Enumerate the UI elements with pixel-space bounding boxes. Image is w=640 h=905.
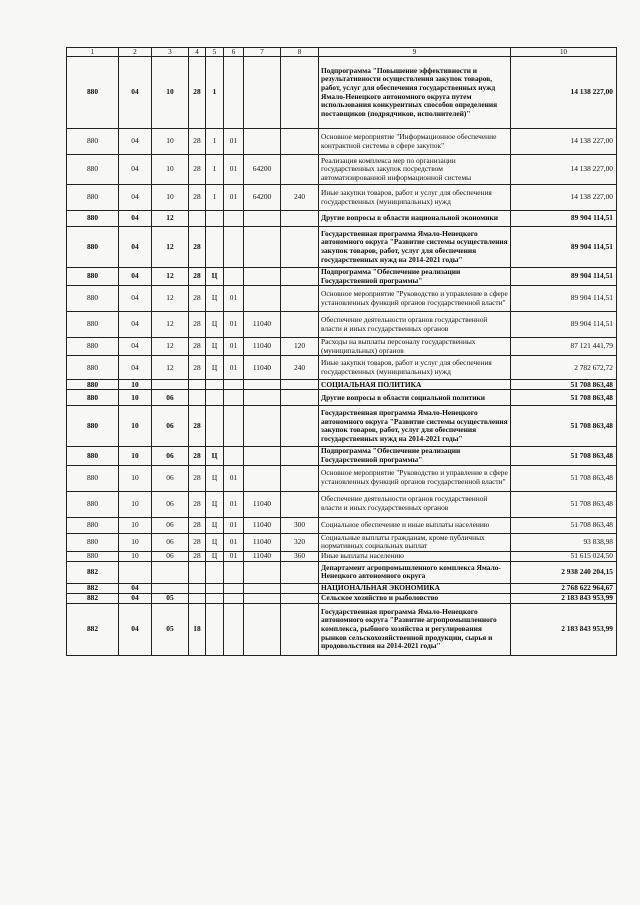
cell-admin-code: 880 — [67, 406, 119, 447]
cell-item-name: НАЦИОНАЛЬНАЯ ЭКОНОМИКА — [319, 583, 511, 593]
cell-expense-type — [281, 406, 319, 447]
cell-direction — [244, 465, 281, 491]
cell-direction: 11040 — [244, 551, 281, 561]
cell-item-name: Подпрограмма "Обеспечение реализации Государственной программы" — [319, 447, 511, 465]
cell-section: 10 — [119, 380, 152, 390]
cell-amount: 87 121 441,79 — [511, 338, 617, 356]
column-number: 8 — [281, 48, 319, 57]
cell-activity: 01 — [224, 533, 244, 551]
cell-program: 28 — [189, 286, 206, 312]
cell-expense-type — [281, 447, 319, 465]
cell-activity — [224, 211, 244, 227]
cell-admin-code: 880 — [67, 227, 119, 268]
column-number: 10 — [511, 48, 617, 57]
cell-section: 04 — [119, 603, 152, 655]
budget-table — [66, 47, 617, 656]
cell-program: 28 — [189, 447, 206, 465]
cell-item-name: Обеспечение деятельности органов государственной власти и иных государственных органов — [319, 491, 511, 517]
cell-expense-type: 240 — [281, 356, 319, 380]
cell-program: 18 — [189, 603, 206, 655]
cell-subprogram: 1 — [206, 155, 224, 185]
cell-program: 28 — [189, 129, 206, 155]
cell-subprogram: 1 — [206, 129, 224, 155]
cell-admin-code: 880 — [67, 211, 119, 227]
table-row — [67, 517, 617, 533]
cell-expense-type — [281, 286, 319, 312]
cell-subprogram: Ц — [206, 356, 224, 380]
cell-program: 28 — [189, 338, 206, 356]
column-number: 2 — [119, 48, 152, 57]
cell-section: 04 — [119, 583, 152, 593]
cell-direction — [244, 390, 281, 406]
cell-program: 28 — [189, 155, 206, 185]
cell-subprogram — [206, 603, 224, 655]
cell-subsection: 12 — [152, 211, 189, 227]
cell-admin-code: 880 — [67, 155, 119, 185]
cell-subsection: 06 — [152, 390, 189, 406]
cell-admin-code: 880 — [67, 312, 119, 338]
cell-direction — [244, 227, 281, 268]
table-row — [67, 155, 617, 185]
column-number: 5 — [206, 48, 224, 57]
cell-direction — [244, 603, 281, 655]
cell-amount: 93 838,98 — [511, 533, 617, 551]
cell-direction — [244, 57, 281, 129]
cell-amount: 14 138 227,00 — [511, 129, 617, 155]
cell-program — [189, 593, 206, 603]
cell-activity — [224, 447, 244, 465]
cell-direction: 11040 — [244, 356, 281, 380]
cell-section: 10 — [119, 491, 152, 517]
cell-subsection: 06 — [152, 533, 189, 551]
cell-direction — [244, 129, 281, 155]
cell-subsection: 10 — [152, 155, 189, 185]
cell-subprogram — [206, 406, 224, 447]
cell-section: 04 — [119, 338, 152, 356]
cell-subprogram: Ц — [206, 286, 224, 312]
cell-section: 10 — [119, 533, 152, 551]
cell-amount: 51 708 863,48 — [511, 406, 617, 447]
table-row — [67, 356, 617, 380]
cell-amount: 51 708 863,48 — [511, 390, 617, 406]
cell-section: 10 — [119, 517, 152, 533]
cell-subprogram: Ц — [206, 338, 224, 356]
cell-subprogram: 1 — [206, 57, 224, 129]
column-number: 9 — [319, 48, 511, 57]
cell-amount: 14 138 227,00 — [511, 185, 617, 211]
cell-subsection: 05 — [152, 593, 189, 603]
table-row — [67, 380, 617, 390]
cell-admin-code: 880 — [67, 533, 119, 551]
cell-program: 28 — [189, 57, 206, 129]
cell-subprogram: Ц — [206, 517, 224, 533]
cell-section: 04 — [119, 268, 152, 286]
cell-section: 10 — [119, 406, 152, 447]
cell-section: 04 — [119, 312, 152, 338]
cell-admin-code: 880 — [67, 517, 119, 533]
cell-item-name: Иные закупки товаров, работ и услуг для обеспечения государственных (муниципальных) нужд — [319, 356, 511, 380]
cell-direction — [244, 286, 281, 312]
cell-direction — [244, 406, 281, 447]
cell-activity — [224, 380, 244, 390]
table-row — [67, 129, 617, 155]
cell-expense-type — [281, 465, 319, 491]
cell-section: 04 — [119, 286, 152, 312]
cell-amount: 89 904 114,51 — [511, 227, 617, 268]
cell-subsection: 06 — [152, 551, 189, 561]
cell-expense-type — [281, 211, 319, 227]
cell-admin-code: 882 — [67, 603, 119, 655]
cell-subsection: 12 — [152, 286, 189, 312]
cell-item-name: Иные закупки товаров, работ и услуг для обеспечения государственных (муниципальных) нужд — [319, 185, 511, 211]
cell-section: 04 — [119, 57, 152, 129]
cell-subprogram — [206, 211, 224, 227]
cell-amount: 14 138 227,00 — [511, 57, 617, 129]
cell-subsection: 10 — [152, 185, 189, 211]
cell-program: 28 — [189, 533, 206, 551]
cell-program: 28 — [189, 517, 206, 533]
cell-section: 10 — [119, 447, 152, 465]
cell-activity — [224, 227, 244, 268]
cell-amount: 89 904 114,51 — [511, 268, 617, 286]
table-row — [67, 465, 617, 491]
cell-expense-type — [281, 603, 319, 655]
cell-program: 28 — [189, 227, 206, 268]
cell-subsection: 06 — [152, 517, 189, 533]
cell-expense-type: 360 — [281, 551, 319, 561]
cell-program — [189, 561, 206, 583]
cell-direction — [244, 447, 281, 465]
cell-admin-code: 880 — [67, 551, 119, 561]
cell-amount: 2 183 843 953,99 — [511, 603, 617, 655]
cell-subprogram — [206, 583, 224, 593]
cell-subprogram — [206, 227, 224, 268]
cell-activity — [224, 268, 244, 286]
cell-program: 28 — [189, 185, 206, 211]
cell-admin-code: 882 — [67, 561, 119, 583]
cell-direction: 11040 — [244, 533, 281, 551]
table-row — [67, 312, 617, 338]
cell-item-name: Иные выплаты населению — [319, 551, 511, 561]
table-body — [67, 48, 617, 656]
column-number: 1 — [67, 48, 119, 57]
cell-subsection: 12 — [152, 356, 189, 380]
cell-activity: 01 — [224, 551, 244, 561]
cell-amount: 2 183 843 953,99 — [511, 593, 617, 603]
cell-section: 04 — [119, 185, 152, 211]
cell-admin-code: 880 — [67, 338, 119, 356]
cell-activity: 01 — [224, 129, 244, 155]
cell-item-name: Подпрограмма "Обеспечение реализации Государственной программы" — [319, 268, 511, 286]
cell-section: 04 — [119, 211, 152, 227]
column-number: 3 — [152, 48, 189, 57]
cell-admin-code: 880 — [67, 286, 119, 312]
cell-subprogram — [206, 561, 224, 583]
column-number: 7 — [244, 48, 281, 57]
table-row — [67, 593, 617, 603]
cell-section — [119, 561, 152, 583]
cell-item-name: Социальное обеспечение и иные выплаты населению — [319, 517, 511, 533]
cell-expense-type — [281, 57, 319, 129]
table-row — [67, 211, 617, 227]
cell-program — [189, 583, 206, 593]
column-number-row — [67, 48, 617, 57]
cell-amount: 51 708 863,48 — [511, 517, 617, 533]
cell-activity — [224, 561, 244, 583]
cell-subsection — [152, 583, 189, 593]
cell-direction — [244, 211, 281, 227]
cell-direction: 11040 — [244, 312, 281, 338]
cell-admin-code: 882 — [67, 583, 119, 593]
cell-item-name: Подпрограмма "Повышение эффективности и результативности осуществления закупок товаров, работ, услуг для обеспечения государственных нужд Ямало-Ненецкого автономного округа путем использования конкурентных способов определения поставщиков (подрядчиков, исполнителей)" — [319, 57, 511, 129]
cell-admin-code: 880 — [67, 185, 119, 211]
cell-expense-type — [281, 593, 319, 603]
cell-subsection — [152, 380, 189, 390]
cell-direction — [244, 268, 281, 286]
cell-amount: 51 708 863,48 — [511, 447, 617, 465]
cell-item-name: Реализация комплекса мер по организации государственных закупок посредством автоматизированной информационной системы — [319, 155, 511, 185]
cell-subprogram: 1 — [206, 185, 224, 211]
cell-amount: 51 708 863,48 — [511, 491, 617, 517]
cell-amount: 89 904 114,51 — [511, 312, 617, 338]
cell-expense-type — [281, 129, 319, 155]
cell-item-name: Сельское хозяйство и рыболовство — [319, 593, 511, 603]
cell-activity — [224, 390, 244, 406]
cell-amount: 51 708 863,48 — [511, 380, 617, 390]
cell-expense-type — [281, 268, 319, 286]
cell-item-name: Департамент агропромышленного комплекса Ямало-Ненецкого автономного округа — [319, 561, 511, 583]
cell-subsection — [152, 561, 189, 583]
table-row — [67, 551, 617, 561]
cell-item-name: Основное мероприятие "Руководство и управление в сфере установленных функций органов государственной власти" — [319, 465, 511, 491]
table-row — [67, 286, 617, 312]
cell-section: 10 — [119, 390, 152, 406]
cell-program: 28 — [189, 551, 206, 561]
cell-subprogram: Ц — [206, 312, 224, 338]
cell-subprogram: Ц — [206, 447, 224, 465]
cell-direction: 64200 — [244, 155, 281, 185]
cell-direction — [244, 583, 281, 593]
cell-program — [189, 211, 206, 227]
table-row — [67, 57, 617, 129]
cell-amount: 2 938 240 204,15 — [511, 561, 617, 583]
column-number: 6 — [224, 48, 244, 57]
cell-item-name: Обеспечение деятельности органов государственной власти и иных государственных органов — [319, 312, 511, 338]
cell-activity: 01 — [224, 286, 244, 312]
cell-subsection: 10 — [152, 129, 189, 155]
cell-subsection: 06 — [152, 447, 189, 465]
cell-subsection: 06 — [152, 465, 189, 491]
cell-subprogram: Ц — [206, 551, 224, 561]
cell-admin-code: 880 — [67, 465, 119, 491]
cell-program: 28 — [189, 268, 206, 286]
cell-amount: 14 138 227,00 — [511, 155, 617, 185]
table-row — [67, 491, 617, 517]
cell-admin-code: 880 — [67, 268, 119, 286]
cell-admin-code: 880 — [67, 491, 119, 517]
cell-amount: 2 768 622 964,67 — [511, 583, 617, 593]
cell-expense-type: 120 — [281, 338, 319, 356]
cell-amount: 89 904 114,51 — [511, 286, 617, 312]
cell-admin-code: 880 — [67, 356, 119, 380]
table-row — [67, 338, 617, 356]
table-row — [67, 447, 617, 465]
cell-subsection: 12 — [152, 268, 189, 286]
cell-section: 10 — [119, 551, 152, 561]
cell-program: 28 — [189, 356, 206, 380]
cell-expense-type — [281, 390, 319, 406]
table-row — [67, 533, 617, 551]
cell-amount: 2 782 672,72 — [511, 356, 617, 380]
cell-direction: 11040 — [244, 338, 281, 356]
cell-expense-type — [281, 491, 319, 517]
cell-item-name: Расходы на выплаты персоналу государственных (муниципальных) органов — [319, 338, 511, 356]
cell-admin-code: 882 — [67, 593, 119, 603]
cell-section: 04 — [119, 356, 152, 380]
table-row — [67, 583, 617, 593]
cell-item-name: Государственная программа Ямало-Ненецкого автономного округа "Развитие системы осуществления закупок товаров, работ, услуг для обеспечения государственных нужд на 2014-2021 годы" — [319, 406, 511, 447]
table-row — [67, 390, 617, 406]
cell-subsection: 06 — [152, 406, 189, 447]
cell-item-name: Основное мероприятие "Информационное обеспечение контрактной системы в сфере закупок" — [319, 129, 511, 155]
cell-expense-type: 320 — [281, 533, 319, 551]
cell-expense-type: 300 — [281, 517, 319, 533]
cell-direction — [244, 593, 281, 603]
cell-admin-code: 880 — [67, 380, 119, 390]
cell-subprogram: Ц — [206, 465, 224, 491]
cell-direction — [244, 380, 281, 390]
cell-program — [189, 380, 206, 390]
cell-admin-code: 880 — [67, 129, 119, 155]
cell-activity — [224, 593, 244, 603]
cell-item-name: Государственная программа Ямало-Ненецкого автономного округа "Развитие системы осуществления закупок товаров, работ, услуг для обеспечения государственных нужд на 2014-2021 годы" — [319, 227, 511, 268]
cell-expense-type — [281, 380, 319, 390]
cell-subprogram: Ц — [206, 533, 224, 551]
table-row — [67, 268, 617, 286]
cell-section: 04 — [119, 227, 152, 268]
cell-activity: 01 — [224, 185, 244, 211]
cell-program: 28 — [189, 491, 206, 517]
cell-subprogram: Ц — [206, 268, 224, 286]
cell-program: 28 — [189, 406, 206, 447]
cell-amount: 89 904 114,51 — [511, 211, 617, 227]
cell-activity: 01 — [224, 356, 244, 380]
cell-subsection: 10 — [152, 57, 189, 129]
table-row — [67, 227, 617, 268]
cell-section: 04 — [119, 129, 152, 155]
cell-subsection: 06 — [152, 491, 189, 517]
cell-subprogram — [206, 380, 224, 390]
cell-item-name: Социальные выплаты гражданам, кроме публичных нормативных социальных выплат — [319, 533, 511, 551]
cell-admin-code: 880 — [67, 447, 119, 465]
cell-program: 28 — [189, 312, 206, 338]
cell-activity: 01 — [224, 312, 244, 338]
cell-subsection: 12 — [152, 338, 189, 356]
cell-expense-type: 240 — [281, 185, 319, 211]
cell-item-name: СОЦИАЛЬНАЯ ПОЛИТИКА — [319, 380, 511, 390]
cell-direction: 64200 — [244, 185, 281, 211]
cell-program: 28 — [189, 465, 206, 491]
cell-expense-type — [281, 312, 319, 338]
table-row — [67, 603, 617, 655]
cell-subsection: 12 — [152, 312, 189, 338]
cell-amount: 51 708 863,48 — [511, 465, 617, 491]
cell-activity — [224, 583, 244, 593]
cell-subprogram: Ц — [206, 491, 224, 517]
cell-admin-code: 880 — [67, 57, 119, 129]
cell-activity: 01 — [224, 517, 244, 533]
cell-item-name: Другие вопросы в области социальной политики — [319, 390, 511, 406]
cell-item-name: Основное мероприятие "Руководство и управление в сфере установленных функций органов государственной власти" — [319, 286, 511, 312]
cell-activity: 01 — [224, 338, 244, 356]
cell-expense-type — [281, 561, 319, 583]
cell-activity — [224, 57, 244, 129]
cell-expense-type — [281, 155, 319, 185]
cell-section: 10 — [119, 465, 152, 491]
cell-item-name: Другие вопросы в области национальной экономики — [319, 211, 511, 227]
cell-expense-type — [281, 583, 319, 593]
cell-direction: 11040 — [244, 517, 281, 533]
cell-program — [189, 390, 206, 406]
cell-amount: 51 615 024,50 — [511, 551, 617, 561]
cell-activity: 01 — [224, 155, 244, 185]
cell-subsection: 12 — [152, 227, 189, 268]
cell-activity — [224, 603, 244, 655]
cell-section: 04 — [119, 155, 152, 185]
table-row — [67, 406, 617, 447]
cell-activity: 01 — [224, 465, 244, 491]
cell-expense-type — [281, 227, 319, 268]
cell-subprogram — [206, 390, 224, 406]
cell-subsection: 05 — [152, 603, 189, 655]
cell-subprogram — [206, 593, 224, 603]
cell-direction — [244, 561, 281, 583]
cell-item-name: Государственная программа Ямало-Ненецкого автономного округа "Развитие агропромышленного комплекса, рыбного хозяйства и регулирования рынков сельскохозяйственной продукции, сырья и продовольствия на 2014-2021 годы" — [319, 603, 511, 655]
column-number: 4 — [189, 48, 206, 57]
cell-activity: 01 — [224, 491, 244, 517]
cell-direction: 11040 — [244, 491, 281, 517]
cell-activity — [224, 406, 244, 447]
cell-section: 04 — [119, 593, 152, 603]
cell-admin-code: 880 — [67, 390, 119, 406]
table-row — [67, 185, 617, 211]
table-row — [67, 561, 617, 583]
